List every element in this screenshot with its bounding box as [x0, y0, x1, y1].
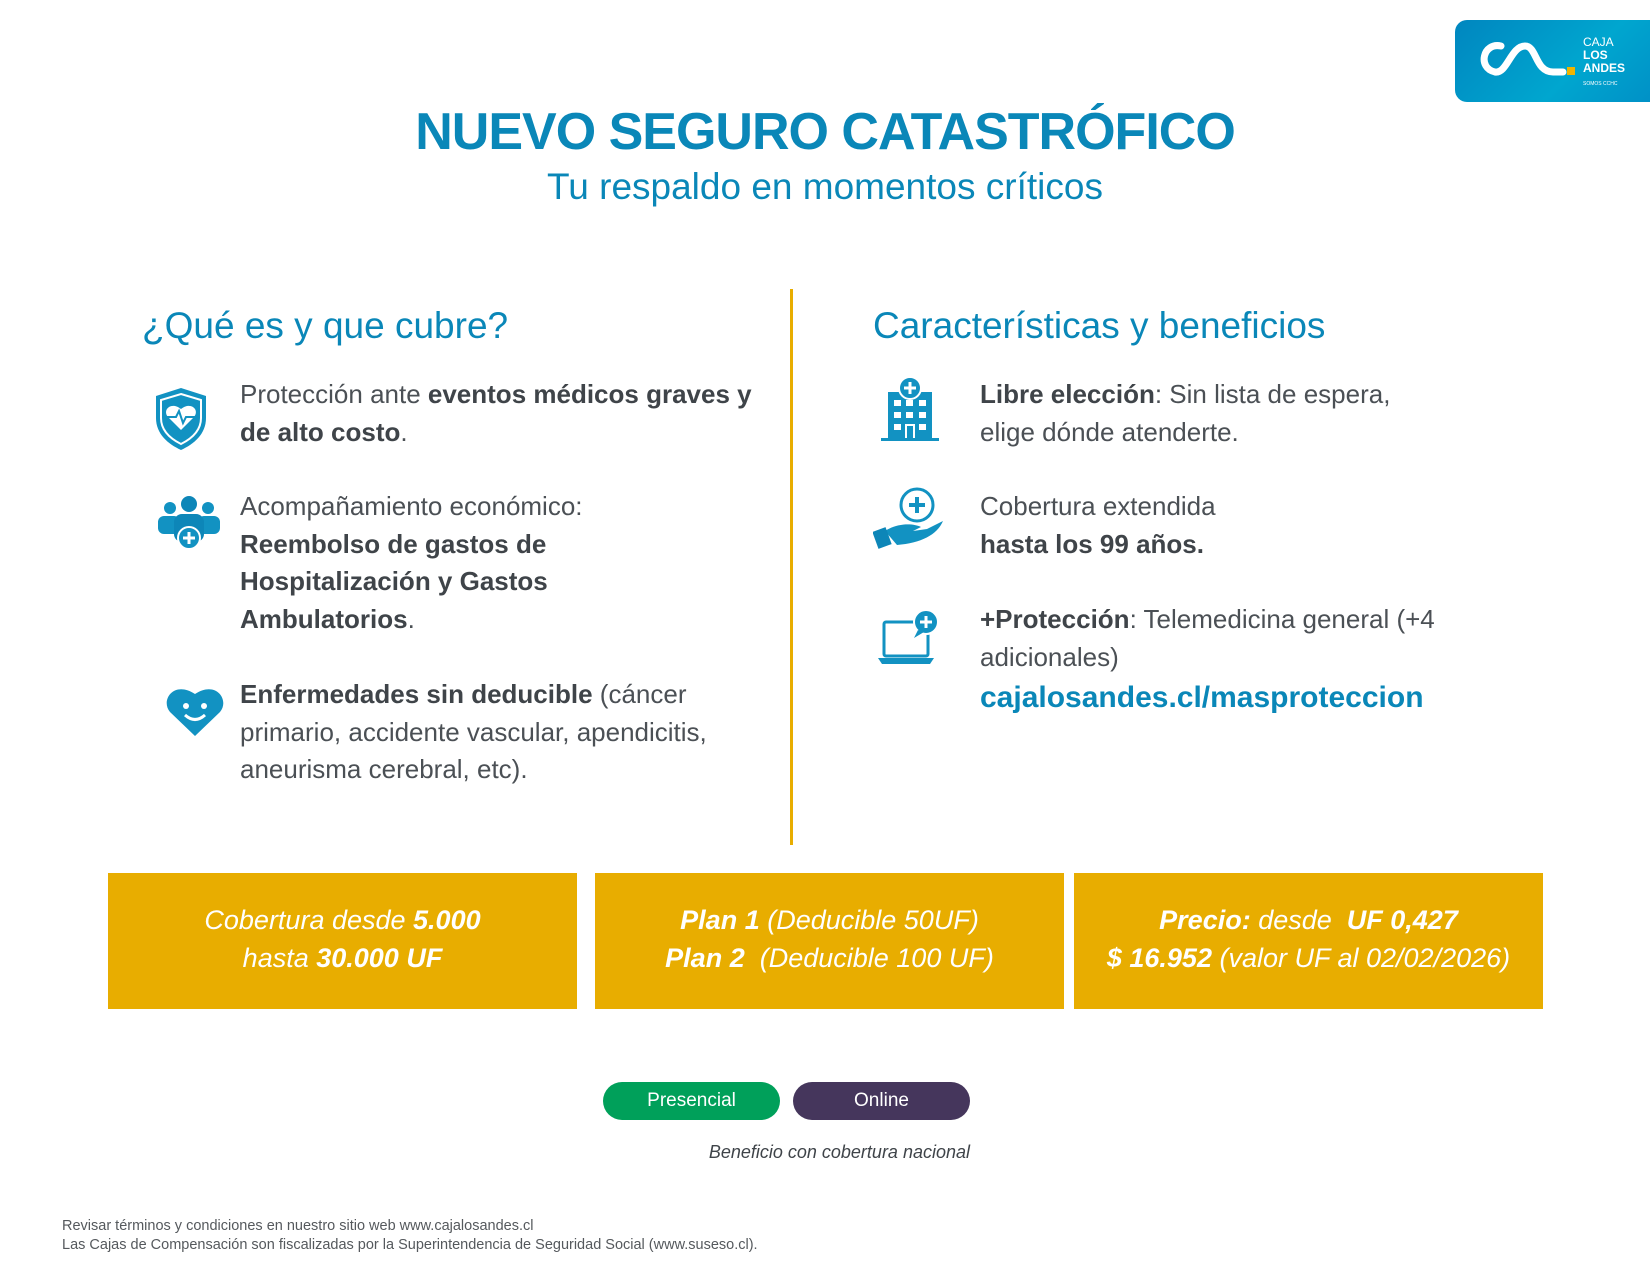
smiling-heart-icon	[164, 682, 226, 738]
right-item-extended-coverage: Cobertura extendida hasta los 99 años.	[980, 491, 1216, 559]
plans-box: Plan 1 (Deducible 50UF) Plan 2 (Deducible 100 UF)	[595, 873, 1064, 1009]
price-box: Precio: desde UF 0,427 $ 16.952 (valor UF al 02/02/2026)	[1074, 873, 1543, 1009]
benefit-note: Beneficio con cobertura nacional	[708, 1142, 970, 1162]
column-divider	[790, 289, 793, 845]
right-item-free-choice: Libre elección: Sin lista de espera, elige dónde atenderte.	[980, 379, 1391, 447]
footer-terms: Revisar términos y condiciones en nuestro sitio web www.cajalosandes.cl	[62, 1218, 534, 1234]
left-heading: ¿Qué es y que cubre?	[142, 305, 509, 346]
presencial-button[interactable]: Presencial	[603, 1082, 780, 1120]
page-subtitle: Tu respaldo en momentos críticos	[547, 166, 1103, 207]
page-title: NUEVO SEGURO CATASTRÓFICO	[415, 103, 1235, 161]
footer-regulator: Las Cajas de Compensación son fiscalizadas por la Superintendencia de Seguridad Social (www.suseso.cl).	[62, 1237, 758, 1253]
hand-plus-icon	[873, 487, 945, 551]
right-item-telemedicine: +Protección: Telemedicina general (+4 adicionales) cajalosandes.cl/masproteccion	[980, 604, 1435, 714]
logo-mark-icon	[1473, 38, 1578, 83]
masproteccion-link[interactable]: cajalosandes.cl/masproteccion	[980, 681, 1424, 714]
left-item-protection: Protección ante eventos médicos graves y de alto costo.	[240, 379, 752, 447]
online-button[interactable]: Online	[793, 1082, 970, 1120]
shield-heart-icon	[152, 386, 210, 452]
group-plus-icon	[156, 494, 222, 552]
logo-text: CAJA LOS ANDES SOMOS CCHC	[1583, 35, 1626, 87]
coverage-box: Cobertura desde 5.000 hasta 30.000 UF	[108, 873, 577, 1009]
left-item-economic: Acompañamiento económico: Reembolso de gastos de Hospitalización y Gastos Ambulatorios.	[240, 491, 583, 634]
caja-los-andes-logo	[1455, 20, 1650, 102]
laptop-chat-icon	[878, 608, 944, 666]
left-item-no-deductible: Enfermedades sin deducible (cáncer primario, accidente vascular, apendicitis, aneurisma cerebral, etc).	[240, 679, 707, 784]
right-heading: Características y beneficios	[873, 305, 1326, 346]
hospital-icon	[878, 376, 942, 444]
